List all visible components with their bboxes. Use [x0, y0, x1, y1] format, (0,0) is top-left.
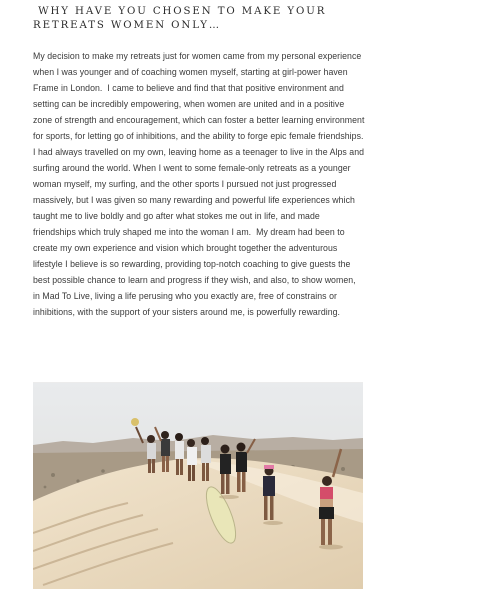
answer-paragraph: My decision to make my retreats just for women came from my personal experience when I was younger and of coaching women myself, starting at girl-power haven Frame in London. I came to believe and find that that positive environment and setting can be incredibly empowering, when women are united and in a positive zone of strength and encouragement, which can foster a better learning environment for sports, for letting go of inhibitions, and the ability to forge epic female friendships. I had always travelled on my own, leaving home as a teenager to live in the Alps and surfing around the world. When I went to some female-only retreats as a younger woman myself, my surfing, and the other sports I pursued not just progressed massively, but I was given so many rewarding and powerful life experiences which taught me to live boldly and go after what stokes me out in life, and made friendships which truly shaped me into the woman I am. My dream had been to create my own experience and vision which brought together the adventurous lifestyle I believe is so rewarding, providing top-notch coaching to give guests the best possible chance to learn and progress if they wish, and also, to show women, in Mad To Live, living a life perusing who you exactly are, free of constrains or inhibitions, with the support of your sisters around me, is powerfully rewarding. [33, 51, 369, 317]
group-photo-sand-dune [33, 382, 363, 589]
question-heading: WHY HAVE YOU CHOSEN TO MAKE YOUR RETREATS WOMEN ONLY… [33, 6, 332, 31]
article [33, 0, 369, 320]
